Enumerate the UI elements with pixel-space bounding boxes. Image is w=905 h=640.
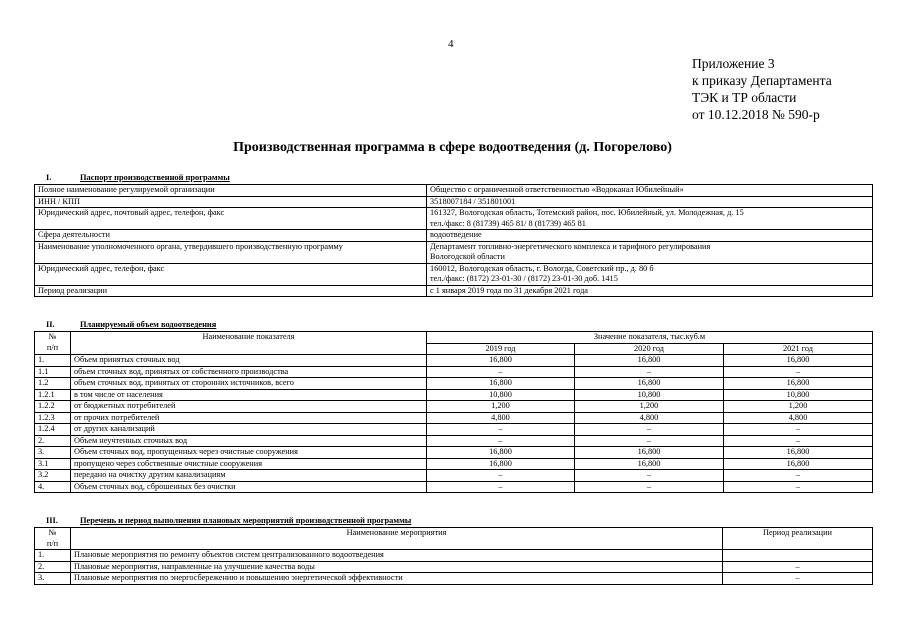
passport-label: Сфера деятельности [35, 230, 427, 242]
table-row [35, 458, 873, 470]
table-row [35, 412, 873, 424]
table-row [35, 366, 873, 378]
passport-value-line: Департамент топливно-энергетического комплекса и тарифного регулирования [430, 241, 711, 251]
row-number: 3. [35, 447, 71, 459]
indicator-value: 4,800 [427, 412, 575, 424]
header-num-cell [35, 332, 71, 355]
table-row [35, 389, 873, 401]
header-num-sub: п/п [46, 538, 59, 548]
indicator-name: Объем неучтенных сточных вод [71, 435, 427, 447]
row-number: 1.2.2 [35, 401, 71, 413]
indicator-value: 10,800 [724, 389, 873, 401]
measure-name: Плановые мероприятия по ремонту объектов систем централизованного водоотведения [71, 550, 723, 562]
indicator-value: 16,800 [427, 458, 575, 470]
appendix-line: Приложение 3 [692, 56, 775, 71]
document-title: Производственная программа в сфере водоотведения (д. Погорелово) [233, 140, 672, 155]
indicator-value: – [724, 470, 873, 482]
indicator-value: 4,800 [724, 412, 873, 424]
indicator-value: – [575, 366, 724, 378]
header-num-sub: п/п [46, 342, 59, 352]
section-number: II. [46, 320, 55, 329]
indicator-value: – [427, 424, 575, 436]
indicator-value: 16,800 [724, 447, 873, 459]
indicator-value: – [427, 366, 575, 378]
indicator-value: 16,800 [427, 447, 575, 459]
table-row [35, 447, 873, 459]
passport-value-line: водоотведение [430, 230, 482, 239]
passport-value [427, 241, 873, 263]
indicator-name: Объем сточных вод, пропущенных через очистные сооружения [71, 447, 427, 459]
header-name: Наименование мероприятия [71, 528, 723, 550]
indicator-name: передано на очистку другим канализациям [71, 470, 427, 482]
header-name: Наименование показателя [71, 332, 427, 355]
passport-label: ИНН / КПП [35, 196, 427, 208]
passport-value [427, 208, 873, 230]
indicator-value: – [427, 481, 575, 493]
passport-value [427, 263, 873, 285]
indicator-name: Объем принятых сточных вод [71, 355, 427, 367]
indicator-value: 16,800 [724, 458, 873, 470]
passport-label: Наименование уполномоченного органа, утвердившего производственную программу [35, 241, 427, 263]
header-value: Значение показателя, тыс.куб.м [427, 332, 873, 344]
indicator-name: пропущено через собственные очистные сооружения [71, 458, 427, 470]
indicator-value: 16,800 [575, 355, 724, 367]
volume-table [34, 331, 873, 493]
passport-value [427, 185, 873, 197]
table-row [35, 230, 873, 242]
indicator-value: – [575, 470, 724, 482]
row-number: 2. [35, 435, 71, 447]
passport-label: Юридический адрес, телефон, факс [35, 263, 427, 285]
row-number: 4. [35, 481, 71, 493]
indicator-value: – [575, 481, 724, 493]
indicator-value: 16,800 [724, 355, 873, 367]
passport-value [427, 285, 873, 297]
table-row [35, 573, 873, 585]
table-row [35, 424, 873, 436]
table-row [35, 378, 873, 390]
passport-label: Юридический адрес, почтовый адрес, телефон, факс [35, 208, 427, 230]
table-row [35, 263, 873, 285]
measure-period: – [723, 561, 873, 573]
row-number: 3.1 [35, 458, 71, 470]
row-number: 1. [35, 550, 71, 562]
header-num-cell [35, 528, 71, 550]
header-period: Период реализации [723, 528, 873, 550]
indicator-value: – [724, 424, 873, 436]
header-num: № [48, 332, 57, 341]
measure-period: – [723, 573, 873, 585]
measures-table [34, 527, 873, 585]
indicator-value: 1,200 [724, 401, 873, 413]
header-year: 2020 год [575, 343, 724, 355]
passport-value-line: Общество с ограниченной ответственностью «Водоканал Юбилейный» [430, 185, 684, 194]
table-row [35, 185, 873, 197]
table-row [35, 355, 873, 367]
appendix-line: ТЭК и ТР области [692, 90, 797, 105]
passport-value-line: 3518007184 / 351801001 [430, 196, 516, 206]
indicator-value: 16,800 [724, 378, 873, 390]
appendix-line: к приказу Департамента [692, 73, 832, 88]
section-title: Перечень и период выполнения плановых мероприятий производственной программы [80, 516, 412, 525]
indicator-value: 16,800 [575, 458, 724, 470]
indicator-value: – [575, 424, 724, 436]
passport-value-line: 161327, Вологодская область, Тотемский район, пос. Юбилейный, ул. Молодежная, д. 15 [430, 208, 744, 217]
table-row [35, 285, 873, 297]
passport-value [427, 196, 873, 208]
indicator-value: – [724, 435, 873, 447]
row-number: 1. [35, 355, 71, 367]
measure-name: Плановые мероприятия, направленные на улучшение качества воды [71, 561, 723, 573]
indicator-value: – [724, 481, 873, 493]
passport-value-line: тел./факс: (8172) 23-01-30 / (8172) 23-01-30 доб. 1415 [430, 274, 618, 283]
indicator-value: 1,200 [427, 401, 575, 413]
table-row [35, 241, 873, 263]
passport-label: Период реализации [35, 285, 427, 297]
row-number: 3.2 [35, 470, 71, 482]
row-number: 1.2.3 [35, 412, 71, 424]
section-number: III. [46, 516, 58, 525]
section-title: Планируемый объем водоотведения [80, 320, 217, 329]
row-number: 1.1 [35, 366, 71, 378]
passport-value [427, 230, 873, 242]
passport-value-line: с 1 января 2019 года по 31 декабря 2021 года [430, 285, 588, 295]
table-row [35, 208, 873, 230]
indicator-value: 10,800 [575, 389, 724, 401]
indicator-value: – [724, 366, 873, 378]
row-number: 1.2.1 [35, 389, 71, 401]
section-2-heading [34, 320, 216, 329]
header-year: 2021 год [724, 343, 873, 355]
indicator-value: 1,200 [575, 401, 724, 413]
measure-name: Плановые мероприятия по энергосбережению и повышению энергетической эффективности [71, 573, 723, 585]
table-row [35, 196, 873, 208]
indicator-value: 16,800 [575, 447, 724, 459]
section-1-heading [34, 173, 230, 182]
table-row [35, 435, 873, 447]
section-3-heading [34, 516, 411, 525]
indicator-value: 16,800 [427, 378, 575, 390]
passport-label: Полное наименование регулируемой организации [35, 185, 427, 197]
measure-period [723, 550, 873, 562]
indicator-name: Объем сточных вод, сброшенных без очистки [71, 481, 427, 493]
indicator-value: 16,800 [427, 355, 575, 367]
indicator-value: – [575, 435, 724, 447]
indicator-name: от прочих потребителей [71, 412, 427, 424]
indicator-value: 4,800 [575, 412, 724, 424]
indicator-name: в том числе от населения [71, 389, 427, 401]
indicator-name: от бюджетных потребителей [71, 401, 427, 413]
page-number: 4 [448, 38, 454, 50]
passport-value-line: 160012, Вологодская область, г. Вологда, Советский пр., д. 80 б [430, 263, 654, 273]
passport-table [34, 184, 873, 297]
row-number: 1.2.4 [35, 424, 71, 436]
indicator-value: 16,800 [575, 378, 724, 390]
passport-value-line: Вологодской области [430, 252, 505, 261]
appendix-note [692, 55, 832, 123]
indicator-name: объем сточных вод, принятых от собственного производства [71, 366, 427, 378]
row-number: 2. [35, 561, 71, 573]
table-row [35, 401, 873, 413]
row-number: 3. [35, 573, 71, 585]
header-num: № [48, 528, 57, 537]
indicator-value: 10,800 [427, 389, 575, 401]
table-row [35, 561, 873, 573]
indicator-value: – [427, 435, 575, 447]
table-row [35, 470, 873, 482]
row-number: 1.2 [35, 378, 71, 390]
section-title: Паспорт производственной программы [80, 173, 230, 182]
indicator-value: – [427, 470, 575, 482]
table-row [35, 481, 873, 493]
appendix-line: от 10.12.2018 № 590-р [692, 107, 820, 122]
indicator-name: от других канализаций [71, 424, 427, 436]
header-year: 2019 год [427, 343, 575, 355]
table-row [35, 550, 873, 562]
section-number: I. [46, 173, 52, 182]
indicator-name: объем сточных вод, принятых от сторонних источников, всего [71, 378, 427, 390]
passport-value-line: тел./факс: 8 (81739) 465 81/ 8 (81739) 465 81 [430, 218, 586, 228]
